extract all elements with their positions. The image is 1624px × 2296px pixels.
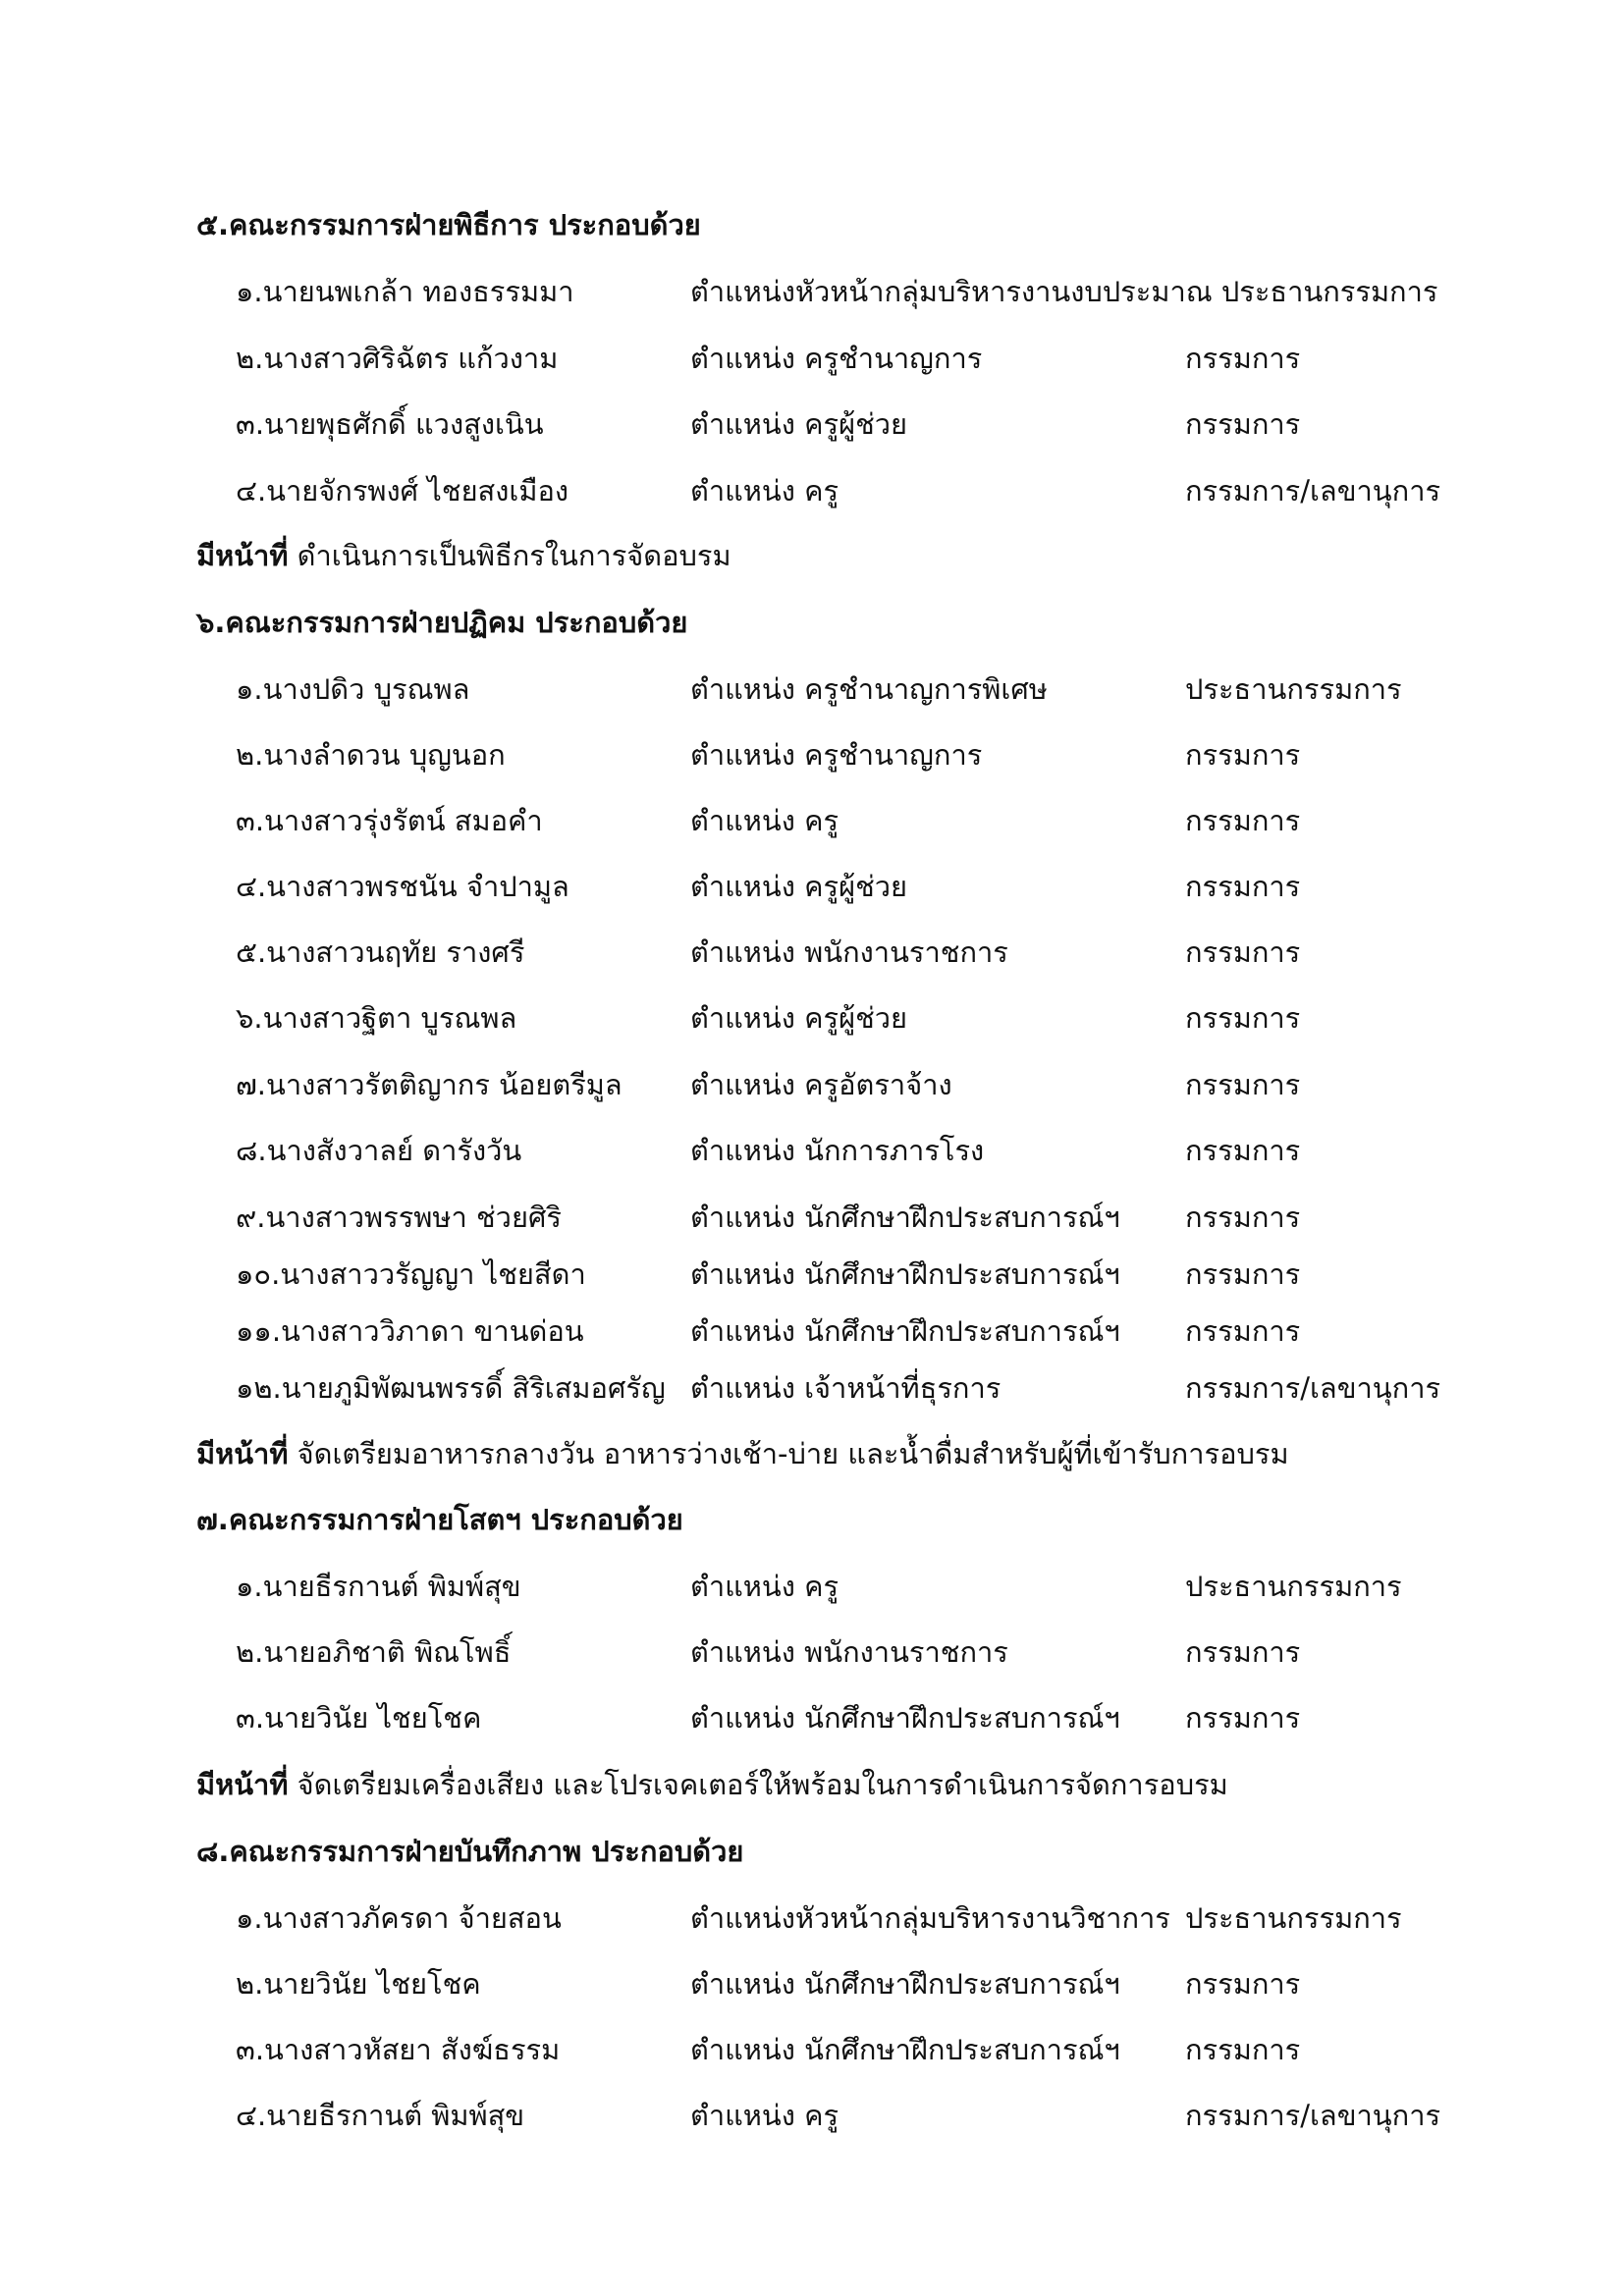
member-name: ๓.นายพุธศักดิ์ แวงสูงเนิน xyxy=(236,407,544,441)
member-role: ประธานกรรมการ xyxy=(1185,1901,1402,1935)
member-position: ตำแหน่ง ครูผู้ช่วย xyxy=(690,407,908,441)
member-role: กรรมการ xyxy=(1185,1701,1301,1735)
member-position: ตำแหน่ง ครูอัตราจ้าง xyxy=(690,1068,952,1101)
member-position: ตำแหน่ง นักศึกษาฝึกประสบการณ์ฯ xyxy=(690,1314,1120,1348)
member-position: ตำแหน่ง นักการภารโรง xyxy=(690,1134,985,1167)
member-role: ประธานกรรมการ xyxy=(1185,1570,1402,1603)
member-name: ๓.นางสาวรุ่งรัตน์ สมอคำ xyxy=(236,804,543,837)
member-position: ตำแหน่ง นักศึกษาฝึกประสบการณ์ฯ xyxy=(690,1967,1120,2001)
member-position: ตำแหน่ง ครูชำนาญการพิเศษ xyxy=(690,672,1048,706)
member-position: ตำแหน่ง นักศึกษาฝึกประสบการณ์ฯ xyxy=(690,1257,1120,1291)
member-position: ตำแหน่ง พนักงานราชการ xyxy=(690,935,1008,969)
member-name: ๒.นายวินัย ไชยโชค xyxy=(236,1967,481,2001)
duty-line xyxy=(196,1765,1228,1804)
member-role: กรรมการ/เลขานุการ xyxy=(1185,2099,1441,2132)
member-role: กรรมการ xyxy=(1185,1134,1301,1167)
member-position: ตำแหน่ง พนักงานราชการ xyxy=(690,1635,1008,1669)
member-name: ๒.นายอภิชาติ พิณโพธิ์ xyxy=(236,1635,512,1669)
section-heading: ๘.คณะกรรมการฝ่ายบันทึกภาพ ประกอบด้วย xyxy=(196,1835,744,1868)
member-name: ๗.นางสาวรัตติญากร น้อยตรีมูล xyxy=(236,1068,623,1101)
member-role: กรรมการ/เลขานุการ xyxy=(1185,474,1441,507)
member-position: ตำแหน่ง ครูชำนาญการ xyxy=(690,738,983,772)
section-heading: ๖.คณะกรรมการฝ่ายปฏิคม ประกอบด้วย xyxy=(196,606,688,639)
member-name: ๑.นายนพเกล้า ทองธรรมมา xyxy=(236,275,574,308)
section-heading: ๗.คณะกรรมการฝ่ายโสตฯ ประกอบด้วย xyxy=(196,1503,683,1536)
member-role: กรรมการ/เลขานุการ xyxy=(1185,1371,1441,1405)
member-position: ตำแหน่ง ครู xyxy=(690,474,839,507)
duty-line xyxy=(196,1434,1289,1473)
member-position: ตำแหน่ง นักศึกษาฝึกประสบการณ์ฯ xyxy=(690,1701,1120,1735)
member-name: ๓.นายวินัย ไชยโชค xyxy=(236,1701,482,1735)
member-role: กรรมการ xyxy=(1185,738,1301,772)
member-name: ๔.นางสาวพรชนัน จำปามูล xyxy=(236,870,569,903)
member-position: ตำแหน่งหัวหน้ากลุ่มบริหารงานงบประมาณ ประธานกรรมการ xyxy=(690,275,1438,308)
member-role: ประธานกรรมการ xyxy=(1185,672,1402,706)
member-role: กรรมการ xyxy=(1185,342,1301,375)
member-name: ๑๑.นางสาววิภาดา ขานด่อน xyxy=(236,1314,584,1348)
duty-text: จัดเตรียมอาหารกลางวัน อาหารว่างเช้า-บ่าย และน้ำดื่มสำหรับผู้ที่เข้ารับการอบรม xyxy=(288,1437,1289,1470)
duty-text: จัดเตรียมเครื่องเสียง และโปรเจคเตอร์ให้พร้อมในการดำเนินการจัดการอบรม xyxy=(288,1768,1228,1801)
member-role: กรรมการ xyxy=(1185,2033,1301,2066)
member-name: ๙.นางสาวพรรพษา ช่วยศิริ xyxy=(236,1201,562,1234)
member-role: กรรมการ xyxy=(1185,1635,1301,1669)
member-name: ๓.นางสาวหัสยา สังฆ์ธรรม xyxy=(236,2033,561,2066)
member-name: ๖.นางสาวฐิตา บูรณพล xyxy=(236,1001,517,1035)
duty-label: มีหน้าที่ xyxy=(196,1437,289,1470)
duty-text: ดำเนินการเป็นพิธีกรในการจัดอบรม xyxy=(288,539,731,572)
member-position: ตำแหน่งหัวหน้ากลุ่มบริหารงานวิชาการ xyxy=(690,1901,1170,1935)
duty-label: มีหน้าที่ xyxy=(196,539,289,572)
member-name: ๒.นางสาวศิริฉัตร แก้วงาม xyxy=(236,342,559,375)
member-position: ตำแหน่ง ครู xyxy=(690,804,839,837)
member-name: ๑.นายธีรกานต์ พิมพ์สุข xyxy=(236,1570,521,1603)
member-role: กรรมการ xyxy=(1185,1201,1301,1234)
member-role: กรรมการ xyxy=(1185,1967,1301,2001)
member-role: กรรมการ xyxy=(1185,407,1301,441)
member-role: กรรมการ xyxy=(1185,1068,1301,1101)
member-name: ๘.นางสังวาลย์ ดารังวัน xyxy=(236,1134,522,1167)
member-role: กรรมการ xyxy=(1185,1257,1301,1291)
member-position: ตำแหน่ง เจ้าหน้าที่ธุรการ xyxy=(690,1371,1001,1405)
member-position: ตำแหน่ง ครู xyxy=(690,2099,839,2132)
member-role: กรรมการ xyxy=(1185,935,1301,969)
member-position: ตำแหน่ง ครู xyxy=(690,1570,839,1603)
member-name: ๔.นายจักรพงศ์ ไชยสงเมือง xyxy=(236,474,569,507)
duty-line xyxy=(196,536,731,575)
member-position: ตำแหน่ง นักศึกษาฝึกประสบการณ์ฯ xyxy=(690,1201,1120,1234)
member-name: ๕.นางสาวนฤทัย รางศรี xyxy=(236,935,525,969)
member-role: กรรมการ xyxy=(1185,870,1301,903)
section-heading: ๕.คณะกรรมการฝ่ายพิธีการ ประกอบด้วย xyxy=(196,208,701,241)
member-name: ๑.นางปดิว บูรณพล xyxy=(236,672,470,706)
member-name: ๑๒.นายภูมิพัฒนพรรดิ์ สิริเสมอศรัญ xyxy=(236,1371,666,1405)
member-name: ๑.นางสาวภัครดา จ้ายสอน xyxy=(236,1901,562,1935)
member-role: กรรมการ xyxy=(1185,804,1301,837)
member-name: ๒.นางลำดวน บุญนอก xyxy=(236,738,506,772)
member-position: ตำแหน่ง ครูผู้ช่วย xyxy=(690,870,908,903)
duty-label: มีหน้าที่ xyxy=(196,1768,289,1801)
member-position: ตำแหน่ง ครูผู้ช่วย xyxy=(690,1001,908,1035)
member-name: ๔.นายธีรกานต์ พิมพ์สุข xyxy=(236,2099,525,2132)
member-role: กรรมการ xyxy=(1185,1001,1301,1035)
member-name: ๑๐.นางสาววรัญญา ไชยสีดา xyxy=(236,1257,586,1291)
member-position: ตำแหน่ง นักศึกษาฝึกประสบการณ์ฯ xyxy=(690,2033,1120,2066)
member-position: ตำแหน่ง ครูชำนาญการ xyxy=(690,342,983,375)
member-role: กรรมการ xyxy=(1185,1314,1301,1348)
